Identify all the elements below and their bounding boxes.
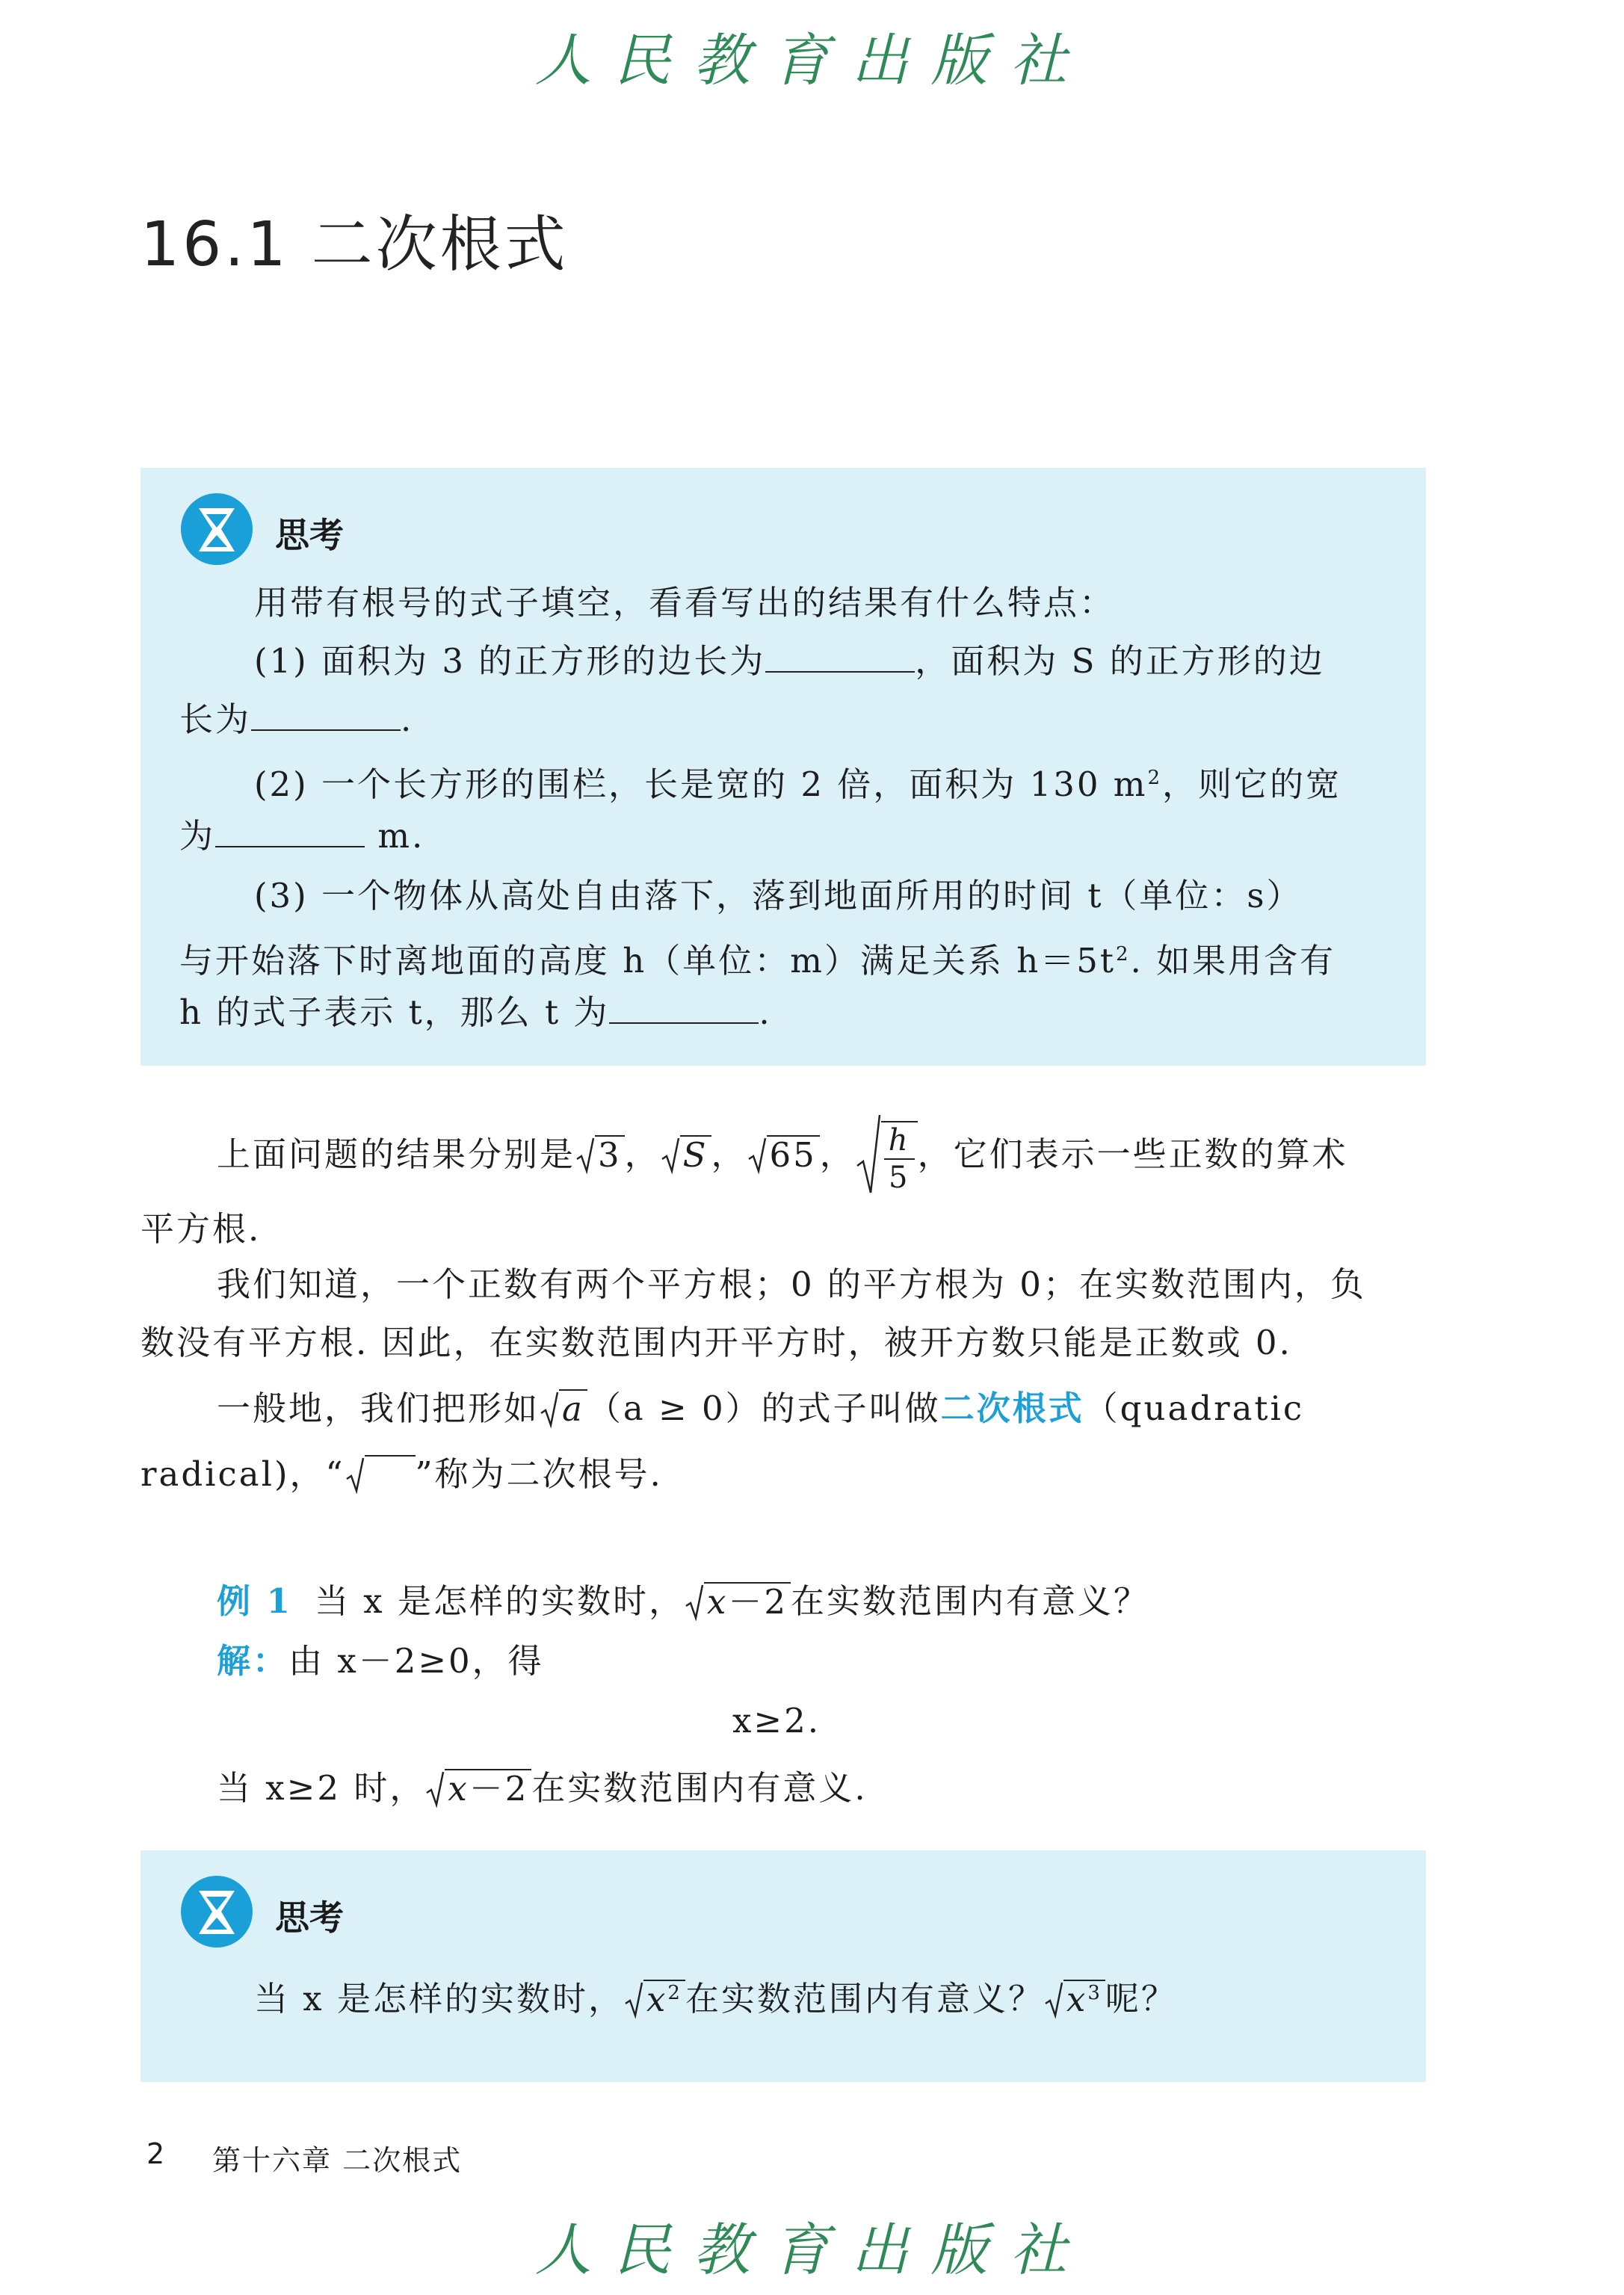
example-1-conclusion: 当 x≥2 时， x－2 在实数范围内有意义. — [217, 1768, 868, 1809]
think-label-2: 思考 — [275, 1897, 344, 1938]
think2-question: 当 x 是怎样的实数时， $x^2$ 在实数范围内有意义？ $x^3$ 呢？ — [254, 1979, 1177, 2020]
think-label-1: 思考 — [275, 515, 344, 555]
think-icon — [179, 492, 254, 566]
body-p2-line1: 我们知道，一个正数有两个平方根；0 的平方根为 0；在实数范围内，负 — [217, 1264, 1366, 1304]
answer-blank — [215, 816, 365, 847]
example-1-result: x≥2. — [732, 1701, 821, 1740]
think1-q3-line2: 与开始落下时离地面的高度 h（单位：m）满足关系 $h=5t^2$. 如果用含有 — [179, 941, 1336, 980]
body-p2-line2: 数没有平方根. 因此，在实数范围内开平方时，被开方数只能是正数或 0. — [141, 1323, 1292, 1362]
think1-q3-line3: h 的式子表示 t，那么 t 为 . — [179, 992, 772, 1032]
section-title: 16.1 二次根式 — [141, 209, 569, 280]
publisher-watermark-bottom: 人民教育出版社 — [534, 2217, 1090, 2283]
think-icon — [179, 1874, 254, 1949]
think1-q1-line2: 长为 . — [179, 699, 414, 739]
page-number: 2 — [146, 2137, 165, 2170]
think1-q3-line1: (3) 一个物体从高处自由落下，落到地面所用的时间 t（单位：s） — [254, 876, 1303, 915]
think-box-2 — [141, 1850, 1426, 2082]
body-p3-line1: 一般地，我们把形如 a （a ≥ 0）的式子叫做 二次根式 （quadratic — [217, 1380, 1304, 1438]
think1-q2-line1: (2) 一个长方形的围栏，长是宽的 2 倍，面积为 130 $m^2$，则它的宽 — [254, 765, 1342, 804]
think1-q1-line1: (1) 面积为 3 的正方形的边长为 ，面积为 S 的正方形的边 — [254, 641, 1325, 681]
answer-blank — [765, 641, 915, 673]
publisher-watermark-top: 人民教育出版社 — [534, 27, 1090, 93]
answer-blank — [251, 699, 401, 731]
body-p1-line2: 平方根. — [141, 1209, 262, 1249]
think1-intro: 用带有根号的式子填空，看看写出的结果有什么特点： — [254, 583, 1116, 623]
example-1-question: 例 1 当 x 是怎样的实数时， x－2 在实数范围内有意义？ — [217, 1581, 1150, 1622]
example-1-solution: 解：由 x－2≥0，得 — [217, 1641, 544, 1681]
body-p3-line2: radical)，“ ”称为二次根号. — [141, 1454, 663, 1494]
term-quadratic-radical: 二次根式 — [940, 1389, 1084, 1428]
chapter-footer: 第十六章 二次根式 — [212, 2144, 463, 2177]
think1-q2-line2: 为 m. — [179, 816, 425, 856]
answer-blank — [609, 992, 759, 1024]
body-p1-line1: 上面问题的结果分别是 3 ， S ， 65 ， $\frac{h}{5}$ ，它们表示一些正数的算术 — [217, 1113, 1348, 1196]
